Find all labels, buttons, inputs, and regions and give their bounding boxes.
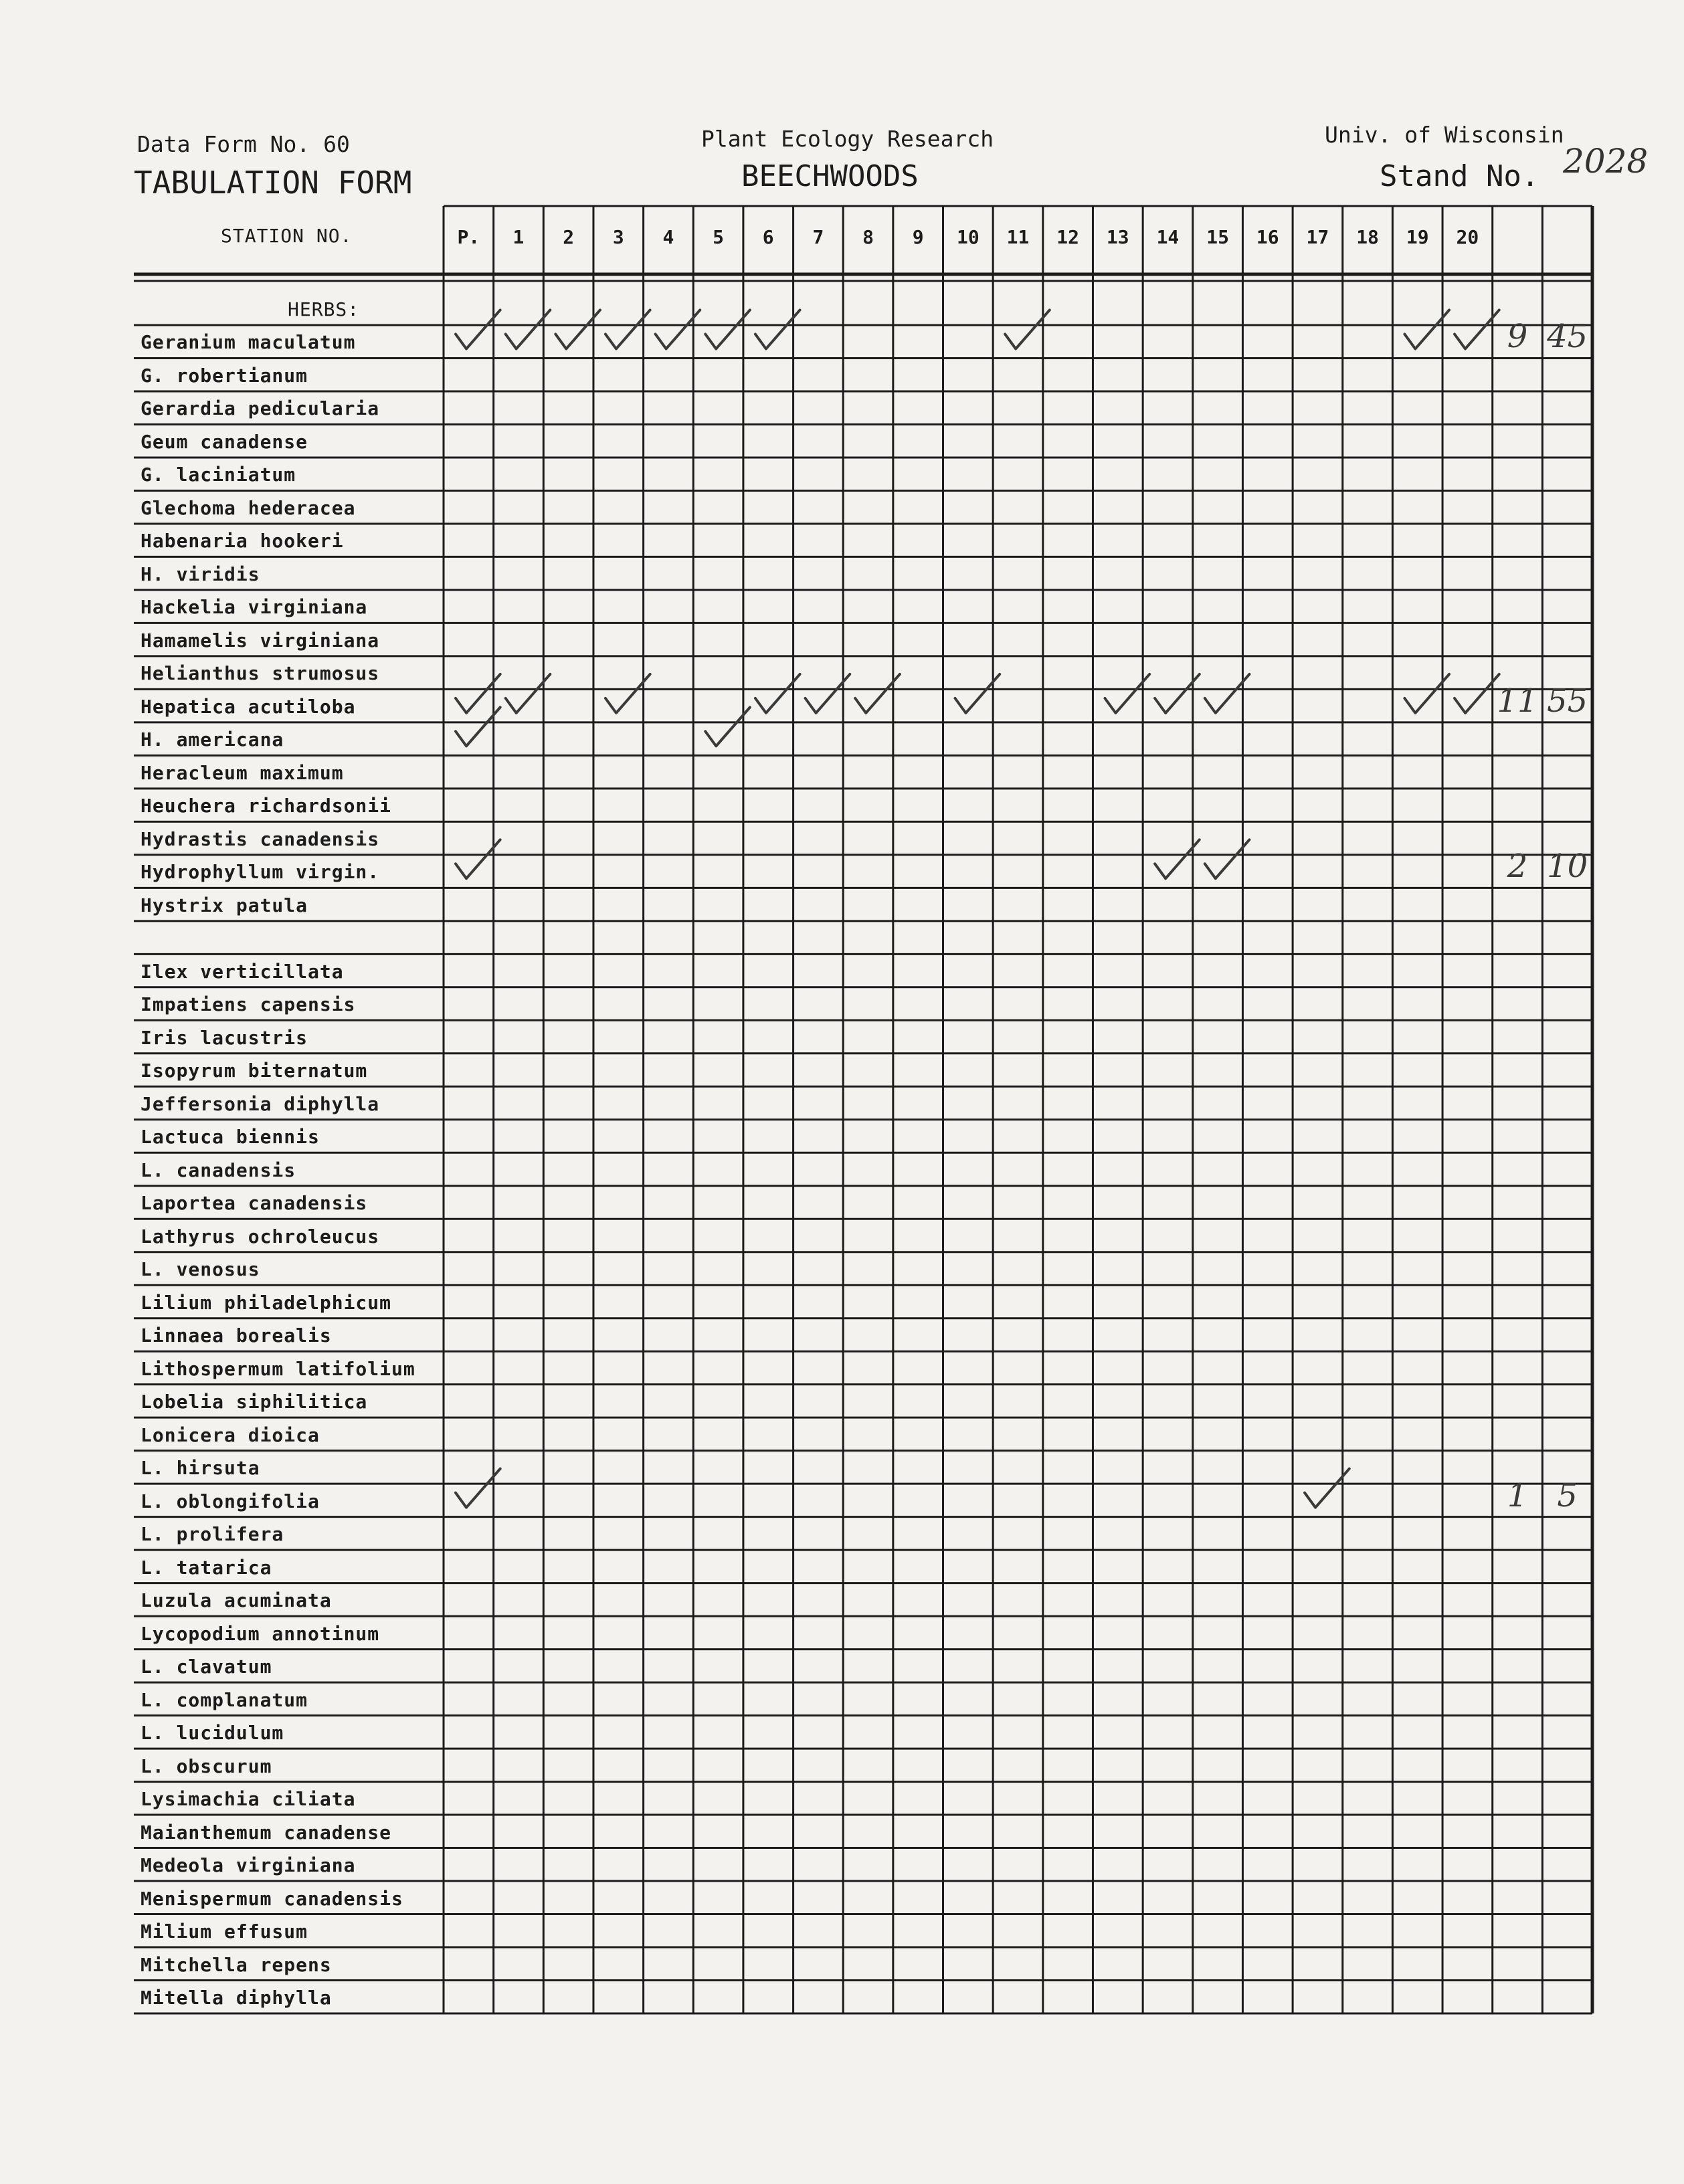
species-name: H. viridis <box>141 563 260 585</box>
species-name: Geranium maculatum <box>141 331 356 354</box>
column-header-6: 6 <box>762 226 774 248</box>
species-name: Jeffersonia diphylla <box>141 1092 380 1115</box>
column-header-10: 10 <box>956 226 979 248</box>
species-name: Medeola virginiana <box>141 1854 356 1877</box>
column-header-15: 15 <box>1206 226 1229 248</box>
species-name: Hystrix patula <box>141 894 308 916</box>
frequency-percent: 5 <box>1557 1476 1578 1514</box>
species-name: Lithospermum latifolium <box>141 1357 415 1380</box>
column-header-7: 7 <box>812 226 824 248</box>
species-name: Geum canadense <box>141 430 308 453</box>
species-name: Menispermum canadensis <box>141 1887 403 1910</box>
species-name: Heracleum maximum <box>141 761 344 784</box>
species-name: Ilex verticillata <box>141 960 344 983</box>
column-header-5: 5 <box>713 226 724 248</box>
species-name: Gerardia pedicularia <box>141 397 380 420</box>
species-name: H. americana <box>141 728 284 751</box>
university-name: Univ. of Wisconsin <box>1325 122 1564 148</box>
species-name: Milium effusum <box>141 1920 308 1943</box>
species-name: L. prolifera <box>141 1523 284 1546</box>
species-name: L. canadensis <box>141 1159 296 1181</box>
species-name: Mitchella repens <box>141 1953 332 1976</box>
species-name: L. obscurum <box>141 1755 272 1777</box>
species-name: G. robertianum <box>141 364 308 387</box>
column-header-8: 8 <box>862 226 874 248</box>
frequency-percent: 55 <box>1547 682 1588 720</box>
species-name: Hydrophyllum virgin. <box>141 861 380 884</box>
column-header-17: 17 <box>1306 226 1329 248</box>
column-header-20: 20 <box>1456 226 1479 248</box>
column-header-4: 4 <box>662 226 674 248</box>
form-title: TABULATION FORM <box>134 165 412 201</box>
station-number-label: STATION NO. <box>221 225 353 247</box>
column-header-9: 9 <box>912 226 924 248</box>
column-header-18: 18 <box>1356 226 1379 248</box>
species-name: G. laciniatum <box>141 464 296 486</box>
column-header-P.: P. <box>457 226 480 248</box>
column-header-14: 14 <box>1156 226 1180 248</box>
species-name: Hepatica acutiloba <box>141 695 356 718</box>
species-name: Lycopodium annotinum <box>141 1622 380 1645</box>
frequency-count: 11 <box>1497 682 1538 720</box>
column-header-13: 13 <box>1106 226 1129 248</box>
frequency-count: 1 <box>1507 1476 1528 1514</box>
column-header-2: 2 <box>563 226 575 248</box>
species-name: Mitella diphylla <box>141 1987 332 2009</box>
species-name: Helianthus strumosus <box>141 662 380 685</box>
species-name: L. lucidulum <box>141 1722 284 1745</box>
species-name: Iris lacustris <box>141 1026 308 1049</box>
stand-number-label: Stand No. <box>1380 159 1539 193</box>
species-name: Hydrastis canadensis <box>141 827 380 850</box>
species-name: Heuchera richardsonii <box>141 795 392 817</box>
species-name: L. oblongifolia <box>141 1490 320 1512</box>
column-header-16: 16 <box>1256 226 1279 248</box>
stand-name: BEECHWOODS <box>741 159 919 193</box>
species-name: Lathyrus ochroleucus <box>141 1225 380 1248</box>
column-header-11: 11 <box>1006 226 1030 248</box>
species-name: Lysimachia ciliata <box>141 1788 356 1811</box>
species-name: Maianthemum canadense <box>141 1821 392 1844</box>
species-name: Laportea canadensis <box>141 1192 368 1215</box>
column-header-3: 3 <box>612 226 624 248</box>
species-name: Lactuca biennis <box>141 1126 320 1149</box>
species-name: Hackelia virginiana <box>141 596 368 619</box>
species-name: Impatiens capensis <box>141 993 356 1016</box>
column-header-1: 1 <box>512 226 525 248</box>
species-name: L. hirsuta <box>141 1457 260 1480</box>
species-name: Glechoma hederacea <box>141 496 356 519</box>
frequency-percent: 45 <box>1547 318 1588 356</box>
column-header-19: 19 <box>1406 226 1429 248</box>
species-name: Isopyrum biternatum <box>141 1060 368 1082</box>
frequency-count: 9 <box>1507 318 1528 356</box>
stand-number-value: 2028 <box>1563 142 1649 181</box>
species-name: Lilium philadelphicum <box>141 1291 392 1314</box>
species-name: L. complanatum <box>141 1688 308 1711</box>
section-label-herbs: HERBS: <box>288 298 360 320</box>
species-name: L. clavatum <box>141 1656 272 1678</box>
species-name: Habenaria hookeri <box>141 530 344 553</box>
frequency-percent: 10 <box>1547 848 1588 886</box>
species-name: L. venosus <box>141 1258 260 1281</box>
species-name: Lonicera dioica <box>141 1423 320 1446</box>
species-name: L. tatarica <box>141 1556 272 1579</box>
column-header-12: 12 <box>1056 226 1079 248</box>
form-number: Data Form No. 60 <box>137 131 350 157</box>
organization-title: Plant Ecology Research <box>701 126 994 152</box>
species-name: Luzula acuminata <box>141 1589 332 1612</box>
frequency-count: 2 <box>1507 848 1528 886</box>
species-name: Lobelia siphilitica <box>141 1391 368 1413</box>
species-name: Linnaea borealis <box>141 1324 332 1347</box>
species-name: Hamamelis virginiana <box>141 629 380 652</box>
